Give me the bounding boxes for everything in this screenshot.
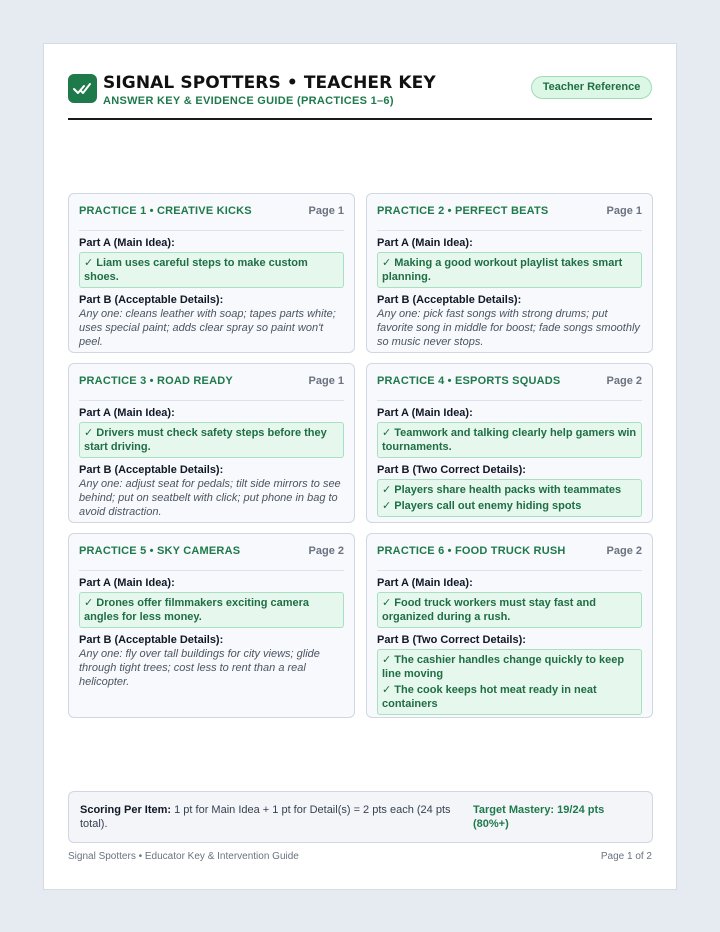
practice-card-header	[377, 543, 642, 571]
practice-title: PRACTICE 6 • FOOD TRUCK RUSH	[377, 545, 566, 557]
part-a-label: Part A (Main Idea):	[377, 237, 473, 249]
scoring-box	[68, 791, 653, 843]
practice-page-ref: Page 1	[308, 205, 344, 217]
part-b-label: Part B (Two Correct Details):	[377, 634, 526, 646]
main-idea-answer	[377, 422, 642, 458]
footer-title: Signal Spotters • Educator Key & Intervention Guide	[68, 851, 299, 862]
practice-card-header	[377, 373, 642, 401]
scoring-description	[80, 803, 460, 831]
page-subtitle: ANSWER KEY & EVIDENCE GUIDE (PRACTICES 1–6)	[103, 95, 394, 107]
practice-title: PRACTICE 4 • ESPORTS SQUADS	[377, 375, 561, 387]
part-a-label: Part A (Main Idea):	[79, 237, 175, 249]
correct-details-answer	[377, 649, 642, 715]
scoring-label: Scoring Per Item:	[80, 804, 172, 816]
practice-page-ref: Page 2	[606, 375, 642, 387]
target-mastery: Target Mastery: 19/24 pts (80%+)	[473, 804, 605, 830]
practice-card-6	[366, 533, 653, 718]
main-idea-text: ✓ Teamwork and talking clearly help gamers win tournaments.	[382, 427, 637, 453]
acceptable-details: Any one: adjust seat for pedals; tilt side mirrors to see behind; put on seatbelt with click; put phone in bag to avoid distraction.	[79, 478, 341, 518]
practice-title: PRACTICE 5 • SKY CAMERAS	[79, 545, 241, 557]
practice-page-ref: Page 2	[606, 545, 642, 557]
part-a-label: Part A (Main Idea):	[377, 407, 473, 419]
main-idea-answer	[377, 252, 642, 288]
main-idea-text: ✓ Making a good workout playlist takes smart planning.	[382, 257, 623, 283]
checkmark-logo-icon	[68, 74, 97, 103]
part-a-label: Part A (Main Idea):	[79, 577, 175, 589]
practice-card-4	[366, 363, 653, 523]
part-b-label: Part B (Acceptable Details):	[79, 464, 224, 476]
teacher-reference-badge: Teacher Reference	[531, 76, 652, 99]
practice-card-1	[68, 193, 355, 353]
practice-page-ref: Page 2	[308, 545, 344, 557]
page-number: Page 1 of 2	[600, 851, 652, 862]
practice-title: PRACTICE 3 • ROAD READY	[79, 375, 233, 387]
part-b-label: Part B (Two Correct Details):	[377, 464, 526, 476]
practice-card-header	[79, 373, 344, 401]
part-b-label: Part B (Acceptable Details):	[79, 634, 224, 646]
practice-page-ref: Page 1	[308, 375, 344, 387]
main-idea-text: ✓ Drones offer filmmakers exciting camera angles for less money.	[84, 597, 310, 623]
correct-details-answer	[377, 479, 642, 517]
part-b-label: Part B (Acceptable Details):	[79, 294, 224, 306]
correct-detail-item: ✓ Players share health packs with teammates	[382, 484, 622, 496]
part-b-label: Part B (Acceptable Details):	[377, 294, 522, 306]
practice-card-header	[79, 203, 344, 231]
page-header	[68, 73, 652, 120]
main-idea-answer	[377, 592, 642, 628]
correct-detail-item: ✓ Players call out enemy hiding spots	[382, 500, 582, 512]
correct-detail-item: ✓ The cook keeps hot meat ready in neat containers	[382, 684, 597, 710]
acceptable-details: Any one: fly over tall buildings for city views; glide through tight trees; cost less to rent than a real helicopter.	[79, 648, 320, 688]
acceptable-details: Any one: cleans leather with soap; tapes parts white; uses special paint; adds clear spray so paint won't peel.	[79, 308, 336, 348]
main-idea-text: ✓ Liam uses careful steps to make custom shoes.	[84, 257, 308, 283]
practice-page-ref: Page 1	[606, 205, 642, 217]
page-title: SIGNAL SPOTTERS • TEACHER KEY	[103, 73, 436, 93]
main-idea-answer	[79, 422, 344, 458]
part-a-label: Part A (Main Idea):	[79, 407, 175, 419]
practice-card-2	[366, 193, 653, 353]
acceptable-details: Any one: pick fast songs with strong drums; put favorite song in middle for boost; fade songs smoothly so music never stops.	[377, 308, 640, 348]
part-a-label: Part A (Main Idea):	[377, 577, 473, 589]
main-idea-text: ✓ Food truck workers must stay fast and organized during a rush.	[382, 597, 596, 623]
correct-detail-item: ✓ The cashier handles change quickly to keep line moving	[382, 654, 625, 680]
practice-title: PRACTICE 1 • CREATIVE KICKS	[79, 205, 252, 217]
main-idea-answer	[79, 592, 344, 628]
answer-key-page	[43, 43, 677, 890]
practice-card-header	[377, 203, 642, 231]
practice-title: PRACTICE 2 • PERFECT BEATS	[377, 205, 549, 217]
practice-card-5	[68, 533, 355, 718]
practice-card-header	[79, 543, 344, 571]
main-idea-answer	[79, 252, 344, 288]
practice-card-3	[68, 363, 355, 523]
main-idea-text: ✓ Drivers must check safety steps before they start driving.	[84, 427, 327, 453]
scoring-text: 1 pt for Main Idea + 1 pt for Detail(s) = 2 pts each (24 pts total).	[80, 804, 451, 830]
